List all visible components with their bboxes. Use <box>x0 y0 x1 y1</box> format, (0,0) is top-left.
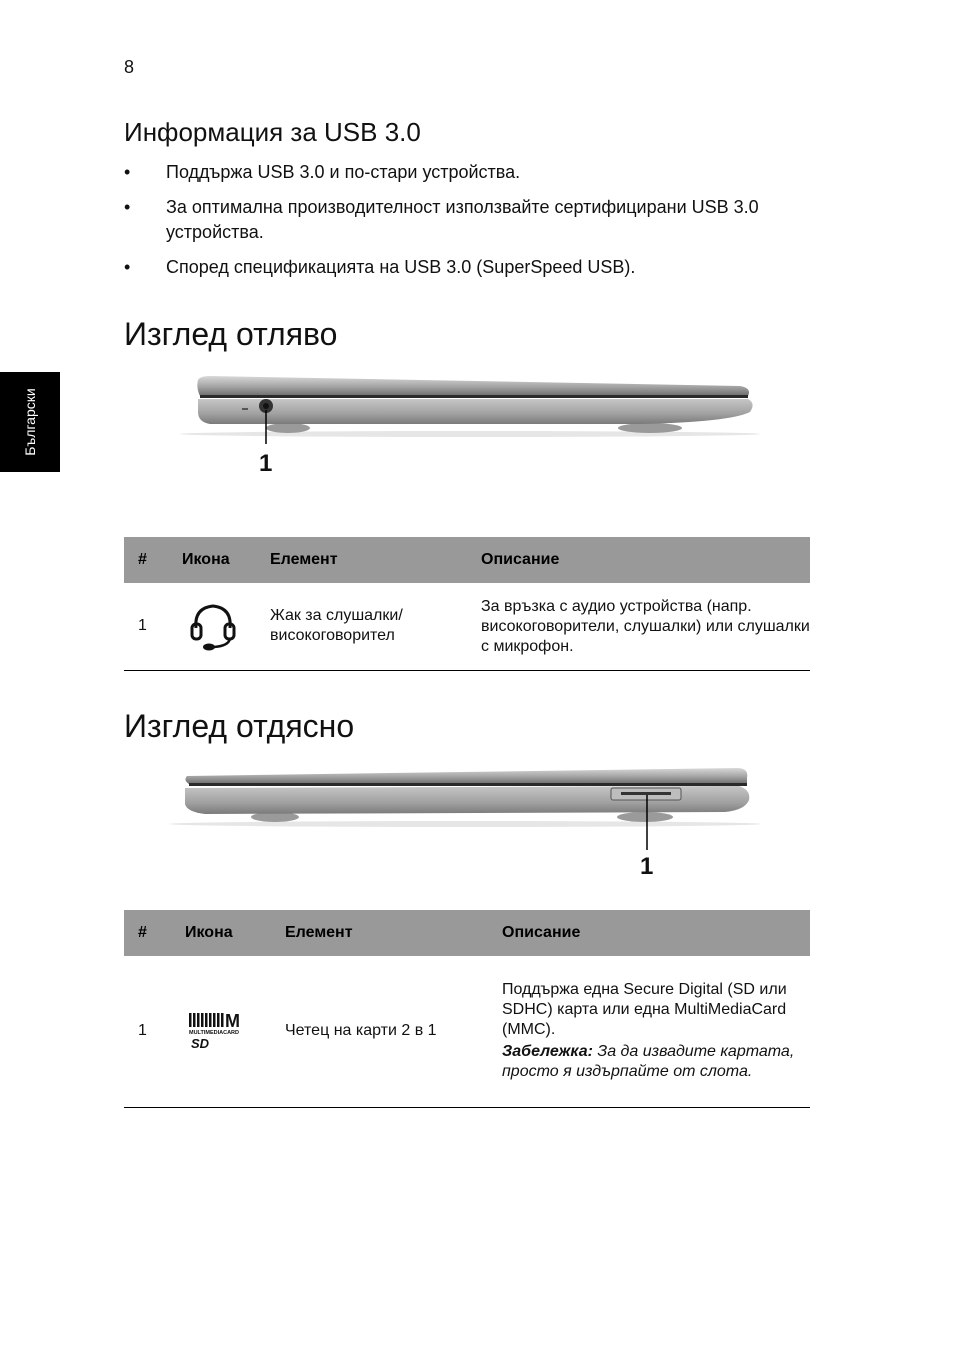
table-header-row <box>124 910 810 956</box>
side-tab-label: Български <box>22 388 38 456</box>
col-header-num: # <box>124 910 185 956</box>
note-label: Забележка: <box>502 1043 593 1061</box>
note-text: За да извадите картата, просто я издърпайте от слота. <box>502 1043 795 1081</box>
list-item <box>124 160 824 185</box>
right-view-table <box>124 910 810 1108</box>
left-view-table <box>124 537 810 671</box>
row-icon-cell <box>185 956 285 1107</box>
row-icon-cell <box>182 583 270 670</box>
headset-icon <box>188 600 238 652</box>
list-item <box>124 255 824 280</box>
row-element: Жак за слушалки/ високоговорител <box>270 583 481 670</box>
laptop-right-side-illustration <box>165 764 775 894</box>
language-side-tab <box>0 372 60 472</box>
right-view-heading: Изглед отдясно <box>124 708 355 744</box>
row-note <box>502 1042 810 1082</box>
bullet-marker: • <box>124 162 131 182</box>
col-header-icon: Икона <box>182 537 270 583</box>
row-description: Поддържа една Secure Digital (SD или SDHC) карта или една MultiMediaCard (MMC). <box>502 981 787 1039</box>
col-header-element: Елемент <box>285 910 502 956</box>
row-description: За връзка с аудио устройства (напр. високоговорители, слушалки) или слушалки с микрофон. <box>481 583 810 670</box>
col-header-element: Елемент <box>270 537 481 583</box>
left-view-callout: 1 <box>259 450 273 477</box>
mmc-sd-card-icon <box>189 1011 253 1051</box>
svg-text:SD: SD <box>191 1036 210 1052</box>
col-header-num: # <box>124 537 182 583</box>
col-header-icon: Икона <box>185 910 285 956</box>
row-number: 1 <box>124 583 182 670</box>
table-row <box>124 583 810 670</box>
bullet-marker: • <box>124 197 131 217</box>
svg-text:M: M <box>225 1011 240 1032</box>
col-header-description: Описание <box>502 910 810 956</box>
page-number: 8 <box>124 57 135 77</box>
bullet-text: За оптимална производителност използвайте сертифицирани USB 3.0 устройства. <box>166 197 759 242</box>
row-description-cell <box>502 956 810 1107</box>
col-header-description: Описание <box>481 537 810 583</box>
bullet-text: Поддържа USB 3.0 и по-стари устройства. <box>166 162 521 182</box>
table-header-row <box>124 537 810 583</box>
left-view-heading: Изглед отляво <box>124 316 338 352</box>
list-item <box>124 195 766 245</box>
right-view-callout: 1 <box>640 853 654 880</box>
bullet-text: Според спецификацията на USB 3.0 (SuperSpeed USB). <box>166 257 636 277</box>
table-row <box>124 956 810 1107</box>
svg-text:MULTIMEDIACARD: MULTIMEDIACARD <box>189 1030 240 1037</box>
row-element: Четец на карти 2 в 1 <box>285 956 502 1107</box>
usb-bullet-list <box>124 160 824 290</box>
row-number: 1 <box>124 956 185 1107</box>
bullet-marker: • <box>124 257 131 277</box>
usb-section-heading: Информация за USB 3.0 <box>124 117 421 147</box>
